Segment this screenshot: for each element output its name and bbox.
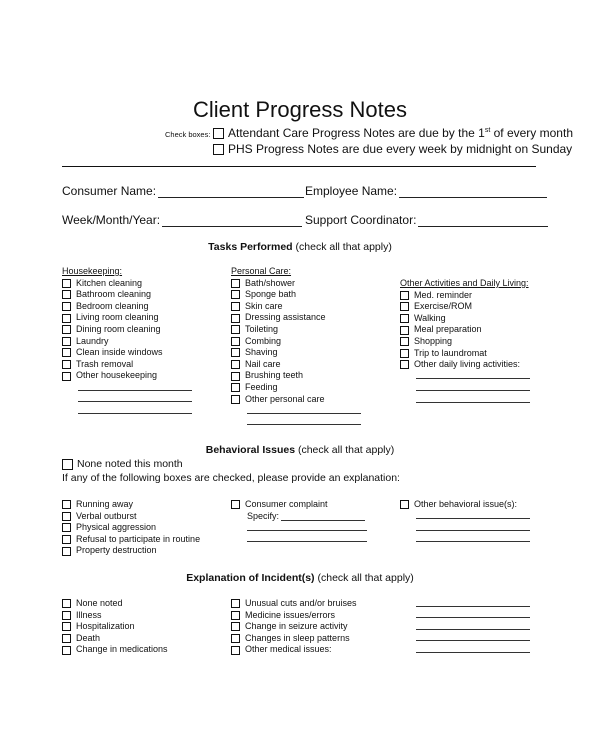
page-title: Client Progress Notes	[193, 97, 407, 122]
checklist-item-label: Shaving	[245, 347, 278, 358]
checklist-item-label: Combing	[245, 335, 282, 346]
checkbox[interactable]	[400, 360, 409, 369]
behavioral-explain-text: If any of the following boxes are checked, please provide an explanation:	[62, 472, 400, 484]
checkbox[interactable]	[231, 634, 240, 643]
checklist-item-label: Dining room cleaning	[76, 323, 161, 334]
checklist-item-label: Refusal to participate in routine	[76, 533, 201, 544]
checklist-item-label: Sponge bath	[245, 289, 297, 300]
checklist-item-label: Running away	[76, 499, 134, 509]
incidents-blank-line[interactable]	[416, 598, 530, 610]
checklist-item[interactable]	[400, 301, 540, 313]
checklist-item-label: Hospitalization	[76, 621, 135, 632]
checklist-item-label: Illness	[76, 609, 102, 620]
checkbox[interactable]	[62, 290, 71, 299]
checklist-item-label: Walking	[414, 312, 446, 323]
other-behavioral-item[interactable]	[400, 499, 540, 511]
checklist-item[interactable]	[400, 290, 540, 302]
personal-care-blank-line[interactable]	[247, 405, 361, 417]
checkbox[interactable]	[400, 314, 409, 323]
checklist-item[interactable]	[231, 610, 391, 622]
checklist-item-label: Physical aggression	[76, 522, 157, 533]
housekeeping-blank-line[interactable]	[78, 382, 192, 394]
checklist-item[interactable]	[231, 598, 391, 610]
specify-line[interactable]	[281, 512, 365, 521]
incidents-blank-line[interactable]	[416, 610, 530, 622]
checklist-item[interactable]	[62, 621, 222, 633]
checkbox[interactable]	[62, 360, 71, 369]
checklist-item[interactable]	[62, 301, 202, 313]
behavioral-title: Behavioral Issues (check all that apply)	[205, 444, 395, 456]
checkbox[interactable]	[62, 611, 71, 620]
checkbox[interactable]	[231, 395, 240, 404]
checklist-item[interactable]	[400, 359, 540, 371]
consumer-complaint-label: Consumer complaint	[245, 499, 328, 509]
checkbox[interactable]	[62, 523, 71, 532]
checklist-item[interactable]	[231, 301, 371, 313]
checkbox[interactable]	[62, 622, 71, 631]
checklist-item-label: Verbal outburst	[76, 510, 137, 521]
check-boxes-label: Check boxes:	[165, 130, 211, 139]
checklist-item[interactable]	[62, 644, 222, 656]
checkbox[interactable]	[231, 302, 240, 311]
checklist-item-label: Skin care	[245, 300, 283, 311]
checklist-item-label: Change in medications	[76, 644, 168, 655]
checkbox[interactable]	[231, 360, 240, 369]
checklist-item[interactable]	[400, 348, 540, 360]
support-coordinator-label: Support Coordinator:	[305, 213, 417, 227]
checklist-item-label: Toileting	[245, 323, 279, 334]
incidents-blank-line[interactable]	[416, 644, 530, 656]
checklist-item-label: Laundry	[76, 335, 109, 346]
housekeeping-blank-line[interactable]	[78, 394, 192, 406]
consumer-complaint-blank-line[interactable]	[247, 534, 367, 546]
personal-care-column	[231, 266, 371, 428]
checkbox[interactable]	[231, 314, 240, 323]
other-behavioral-blank-line[interactable]	[416, 522, 530, 534]
checkbox[interactable]	[62, 372, 71, 381]
checklist-item[interactable]	[231, 347, 371, 359]
checklist-item-label: Trash removal	[76, 358, 134, 369]
none-noted-month-checkbox[interactable]	[62, 459, 73, 470]
checkbox[interactable]	[231, 611, 240, 620]
checklist-item-label: Shopping	[414, 335, 453, 346]
checklist-item[interactable]	[62, 289, 202, 301]
incidents-column-2	[231, 598, 391, 656]
none-noted-month-label: None noted this month	[77, 458, 183, 470]
checklist-item[interactable]	[62, 278, 202, 290]
checklist-item[interactable]	[400, 324, 540, 336]
checklist-item-label: Change in seizure activity	[245, 621, 348, 632]
checkbox[interactable]	[231, 290, 240, 299]
checklist-item-label: Other medical issues:	[245, 644, 332, 655]
checklist-item-label: Exercise/ROM	[414, 301, 473, 312]
checklist-item[interactable]	[62, 324, 202, 336]
checklist-item-label: Feeding	[245, 381, 278, 392]
checkbox[interactable]	[231, 337, 240, 346]
checkbox[interactable]	[62, 599, 71, 608]
week-month-year-input[interactable]	[162, 215, 302, 227]
checklist-item-label: Dressing assistance	[245, 312, 326, 323]
housekeeping-column	[62, 266, 202, 417]
checkbox[interactable]	[231, 646, 240, 655]
checkbox[interactable]	[400, 302, 409, 311]
checklist-item[interactable]	[231, 359, 371, 371]
other-activities-blank-line[interactable]	[416, 371, 530, 383]
checkbox[interactable]	[62, 302, 71, 311]
personal-care-heading: Personal Care:	[231, 266, 292, 276]
attendant-checkbox[interactable]	[213, 128, 224, 139]
support-coordinator-input[interactable]	[418, 215, 548, 227]
other-activities-blank-line[interactable]	[416, 394, 530, 406]
checkbox[interactable]	[62, 512, 71, 521]
checklist-item[interactable]	[231, 324, 371, 336]
checkbox[interactable]	[62, 500, 71, 509]
checklist-item-label: Changes in sleep patterns	[245, 632, 350, 643]
checklist-item-label: Medicine issues/errors	[245, 609, 336, 620]
incidents-column-3	[416, 598, 530, 656]
incidents-column-1	[62, 598, 222, 656]
checkbox[interactable]	[62, 535, 71, 544]
other-activities-column	[400, 278, 540, 406]
checklist-item[interactable]	[400, 336, 540, 348]
checklist-item-label: None noted	[76, 598, 123, 608]
consumer-complaint-blank-line[interactable]	[247, 522, 367, 534]
checklist-item[interactable]	[231, 633, 391, 645]
checklist-item-label: Living room cleaning	[76, 312, 159, 323]
employee-name-input[interactable]	[399, 186, 547, 198]
week-month-year-label: Week/Month/Year:	[62, 213, 161, 227]
incidents-title: Explanation of Incident(s) (check all that apply)	[186, 572, 414, 584]
checklist-item-label: Bathroom cleaning	[76, 289, 152, 300]
checkbox[interactable]	[62, 547, 71, 556]
checklist-item[interactable]	[231, 621, 391, 633]
checklist-item[interactable]	[400, 313, 540, 325]
checklist-item[interactable]	[62, 312, 202, 324]
checklist-item[interactable]	[62, 347, 202, 359]
phs-checkbox[interactable]	[213, 144, 224, 155]
header-divider	[62, 166, 536, 167]
checklist-item-label: Other personal care	[245, 393, 325, 404]
housekeeping-heading: Housekeeping:	[62, 266, 123, 276]
checklist-item-label: Nail care	[245, 358, 281, 369]
checklist-item[interactable]	[231, 312, 371, 324]
checklist-item-label: Kitchen cleaning	[76, 277, 143, 288]
checkbox[interactable]	[62, 348, 71, 357]
checklist-item[interactable]	[62, 359, 202, 371]
checkbox[interactable]	[400, 337, 409, 346]
consumer-complaint-item[interactable]	[231, 499, 381, 511]
employee-name-label: Employee Name:	[305, 184, 398, 198]
other-behavioral-label: Other behavioral issue(s):	[414, 499, 518, 509]
employee-name-field	[305, 184, 547, 198]
checkbox[interactable]	[400, 291, 409, 300]
checkbox[interactable]	[231, 279, 240, 288]
specify-label: Specify:	[247, 510, 280, 521]
checklist-item-label: Brushing teeth	[245, 370, 304, 381]
consumer-name-field	[62, 184, 304, 198]
checklist-item-label: Other daily living activities:	[414, 359, 521, 370]
housekeeping-blank-line[interactable]	[78, 405, 192, 417]
checkbox[interactable]	[400, 326, 409, 335]
checkbox[interactable]	[400, 349, 409, 358]
checkbox[interactable]	[62, 646, 71, 655]
other-behavioral-checkbox[interactable]	[400, 500, 409, 509]
attendant-note-text: Attendant Care Progress Notes are due by the 1st of every month	[228, 126, 573, 140]
checkbox[interactable]	[62, 337, 71, 346]
other-activities-heading: Other Activities and Daily Living:	[400, 278, 529, 288]
checkbox[interactable]	[231, 599, 240, 608]
tasks-title: Tasks Performed (check all that apply)	[208, 241, 392, 253]
checklist-item[interactable]	[231, 394, 371, 406]
other-behavioral-blank-line[interactable]	[416, 511, 530, 523]
behavioral-column-1	[62, 499, 227, 557]
checklist-item[interactable]	[62, 610, 222, 622]
checklist-item-label: Meal preparation	[414, 324, 482, 335]
checklist-item[interactable]	[231, 382, 371, 394]
checkbox[interactable]	[231, 348, 240, 357]
checklist-item[interactable]	[62, 370, 202, 382]
checklist-item-label: Unusual cuts and/or bruises	[245, 598, 357, 608]
incidents-blank-line[interactable]	[416, 633, 530, 645]
checklist-item[interactable]	[62, 598, 222, 610]
checkbox[interactable]	[231, 622, 240, 631]
consumer-name-label: Consumer Name:	[62, 184, 157, 198]
checkbox[interactable]	[231, 325, 240, 334]
phs-note	[213, 142, 572, 156]
checklist-item[interactable]	[62, 534, 227, 546]
specify-row	[247, 511, 381, 523]
behavioral-column-2	[231, 499, 381, 545]
support-coordinator-field	[305, 213, 548, 227]
checklist-item[interactable]	[231, 370, 371, 382]
none-noted-month	[62, 458, 183, 470]
checklist-item[interactable]	[62, 499, 227, 511]
checkbox[interactable]	[62, 634, 71, 643]
checklist-item-label: Med. reminder	[414, 289, 473, 300]
consumer-name-input[interactable]	[158, 186, 304, 198]
checklist-item-label: Bedroom cleaning	[76, 300, 149, 311]
checkbox[interactable]	[62, 279, 71, 288]
checkbox[interactable]	[231, 372, 240, 381]
checklist-item-label: Death	[76, 632, 101, 643]
checkbox[interactable]	[231, 383, 240, 392]
checklist-item-label: Clean inside windows	[76, 347, 163, 358]
attendant-note	[213, 126, 573, 140]
checklist-item[interactable]	[62, 511, 227, 523]
checklist-item[interactable]	[62, 522, 227, 534]
personal-care-blank-line[interactable]	[247, 417, 361, 429]
checklist-item-label: Bath/shower	[245, 277, 296, 288]
other-behavioral-blank-line[interactable]	[416, 534, 530, 546]
phs-note-text: PHS Progress Notes are due every week by midnight on Sunday	[228, 142, 573, 156]
checklist-item-label: Property destruction	[76, 545, 157, 556]
behavioral-column-3	[400, 499, 540, 545]
incidents-blank-line[interactable]	[416, 621, 530, 633]
checkbox[interactable]	[62, 325, 71, 334]
checklist-item[interactable]	[62, 336, 202, 348]
checklist-item[interactable]	[62, 633, 222, 645]
checklist-item[interactable]	[231, 278, 371, 290]
checklist-item[interactable]	[62, 545, 227, 557]
consumer-complaint-checkbox[interactable]	[231, 500, 240, 509]
checklist-item[interactable]	[231, 336, 371, 348]
checkbox[interactable]	[62, 314, 71, 323]
week-month-year-field	[62, 213, 302, 227]
checklist-item[interactable]	[231, 289, 371, 301]
checklist-item-label: Trip to laundromat	[414, 347, 487, 358]
checklist-item[interactable]	[231, 644, 391, 656]
other-activities-blank-line[interactable]	[416, 382, 530, 394]
checklist-item-label: Other housekeeping	[76, 370, 158, 381]
